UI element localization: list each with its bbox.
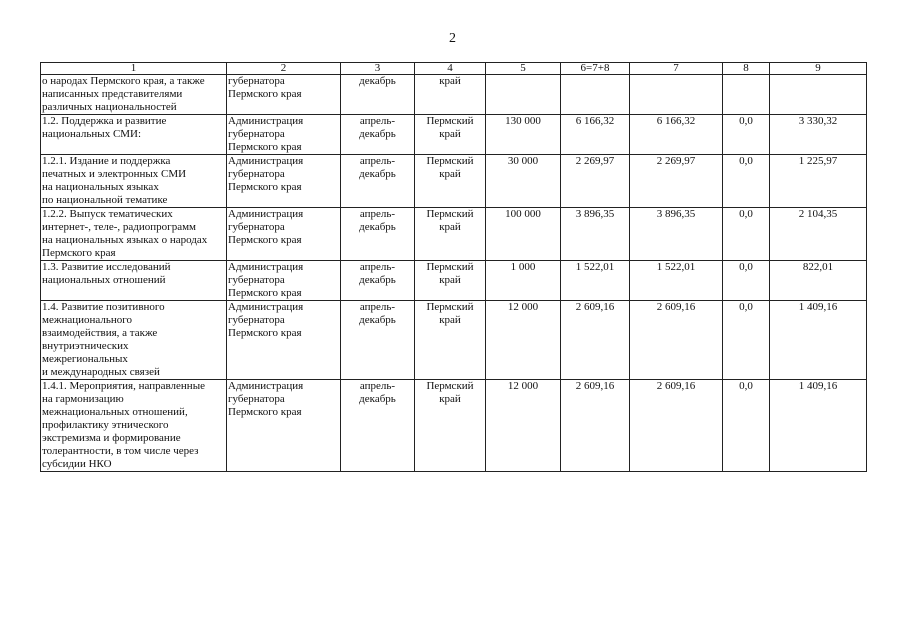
executor-cell: губернатора Пермского края xyxy=(227,75,341,115)
value-cell: 3 896,35 xyxy=(561,208,630,261)
column-header: 5 xyxy=(486,63,561,75)
value-cell: 0,0 xyxy=(723,208,770,261)
executor-cell: Администрация губернатора Пермского края xyxy=(227,380,341,472)
value-cell: 1 409,16 xyxy=(770,380,867,472)
activity-name-cell: о народах Пермского края, а также написанных представителями различных национальностей xyxy=(41,75,227,115)
period-cell: апрель- декабрь xyxy=(341,115,415,155)
activity-name-cell: 1.2.2. Выпуск тематических интернет-, теле-, радиопрограмм на национальных языках о народах Пермского края xyxy=(41,208,227,261)
place-cell: Пермский край xyxy=(415,155,486,208)
value-cell xyxy=(486,75,561,115)
value-cell: 0,0 xyxy=(723,301,770,380)
column-header: 2 xyxy=(227,63,341,75)
value-cell: 0,0 xyxy=(723,380,770,472)
activity-name-cell: 1.4.1. Мероприятия, направленные на гармонизацию межнациональных отношений, профилактику этнического экстремизма и формирование толерантности, в том числе через субсидии НКО xyxy=(41,380,227,472)
table-row xyxy=(41,301,867,380)
value-cell: 1 225,97 xyxy=(770,155,867,208)
column-header: 1 xyxy=(41,63,227,75)
value-cell: 2 269,97 xyxy=(630,155,723,208)
activity-name-cell: 1.2.1. Издание и поддержка печатных и электронных СМИ на национальных языках по национальной тематике xyxy=(41,155,227,208)
place-cell: край xyxy=(415,75,486,115)
value-cell: 30 000 xyxy=(486,155,561,208)
column-header: 3 xyxy=(341,63,415,75)
value-cell: 2 104,35 xyxy=(770,208,867,261)
value-cell: 1 000 xyxy=(486,261,561,301)
value-cell: 130 000 xyxy=(486,115,561,155)
value-cell: 3 330,32 xyxy=(770,115,867,155)
table-row xyxy=(41,115,867,155)
value-cell xyxy=(723,75,770,115)
value-cell: 0,0 xyxy=(723,155,770,208)
executor-cell: Администрация губернатора Пермского края xyxy=(227,261,341,301)
executor-cell: Администрация губернатора Пермского края xyxy=(227,208,341,261)
value-cell: 822,01 xyxy=(770,261,867,301)
executor-cell: Администрация губернатора Пермского края xyxy=(227,115,341,155)
value-cell: 100 000 xyxy=(486,208,561,261)
activity-name-cell: 1.2. Поддержка и развитие национальных СМИ: xyxy=(41,115,227,155)
period-cell: апрель- декабрь xyxy=(341,155,415,208)
value-cell xyxy=(630,75,723,115)
header-row xyxy=(41,63,867,75)
value-cell: 1 522,01 xyxy=(630,261,723,301)
value-cell: 12 000 xyxy=(486,380,561,472)
value-cell: 2 609,16 xyxy=(561,380,630,472)
value-cell xyxy=(770,75,867,115)
column-header: 6=7+8 xyxy=(561,63,630,75)
place-cell: Пермский край xyxy=(415,261,486,301)
executor-cell: Администрация губернатора Пермского края xyxy=(227,155,341,208)
value-cell: 12 000 xyxy=(486,301,561,380)
place-cell: Пермский край xyxy=(415,380,486,472)
value-cell: 3 896,35 xyxy=(630,208,723,261)
value-cell: 6 166,32 xyxy=(561,115,630,155)
activity-name-cell: 1.4. Развитие позитивного межнационального взаимодействия, а также внутриэтнических межрегиональных и международных связей xyxy=(41,301,227,380)
place-cell: Пермский край xyxy=(415,301,486,380)
period-cell: апрель- декабрь xyxy=(341,261,415,301)
period-cell: апрель- декабрь xyxy=(341,301,415,380)
value-cell: 2 609,16 xyxy=(630,380,723,472)
value-cell: 1 522,01 xyxy=(561,261,630,301)
value-cell: 6 166,32 xyxy=(630,115,723,155)
page-number: 2 xyxy=(449,31,456,46)
value-cell: 2 609,16 xyxy=(561,301,630,380)
table-row xyxy=(41,75,867,115)
column-header: 9 xyxy=(770,63,867,75)
place-cell: Пермский край xyxy=(415,115,486,155)
period-cell: декабрь xyxy=(341,75,415,115)
value-cell: 2 609,16 xyxy=(630,301,723,380)
place-cell: Пермский край xyxy=(415,208,486,261)
value-cell xyxy=(561,75,630,115)
table-row xyxy=(41,208,867,261)
table-row xyxy=(41,380,867,472)
column-header: 7 xyxy=(630,63,723,75)
table-row xyxy=(41,261,867,301)
value-cell: 0,0 xyxy=(723,261,770,301)
column-header: 4 xyxy=(415,63,486,75)
budget-table xyxy=(40,62,867,472)
table-row xyxy=(41,155,867,208)
column-header: 8 xyxy=(723,63,770,75)
activity-name-cell: 1.3. Развитие исследований национальных отношений xyxy=(41,261,227,301)
value-cell: 0,0 xyxy=(723,115,770,155)
executor-cell: Администрация губернатора Пермского края xyxy=(227,301,341,380)
period-cell: апрель- декабрь xyxy=(341,208,415,261)
value-cell: 1 409,16 xyxy=(770,301,867,380)
value-cell: 2 269,97 xyxy=(561,155,630,208)
period-cell: апрель- декабрь xyxy=(341,380,415,472)
